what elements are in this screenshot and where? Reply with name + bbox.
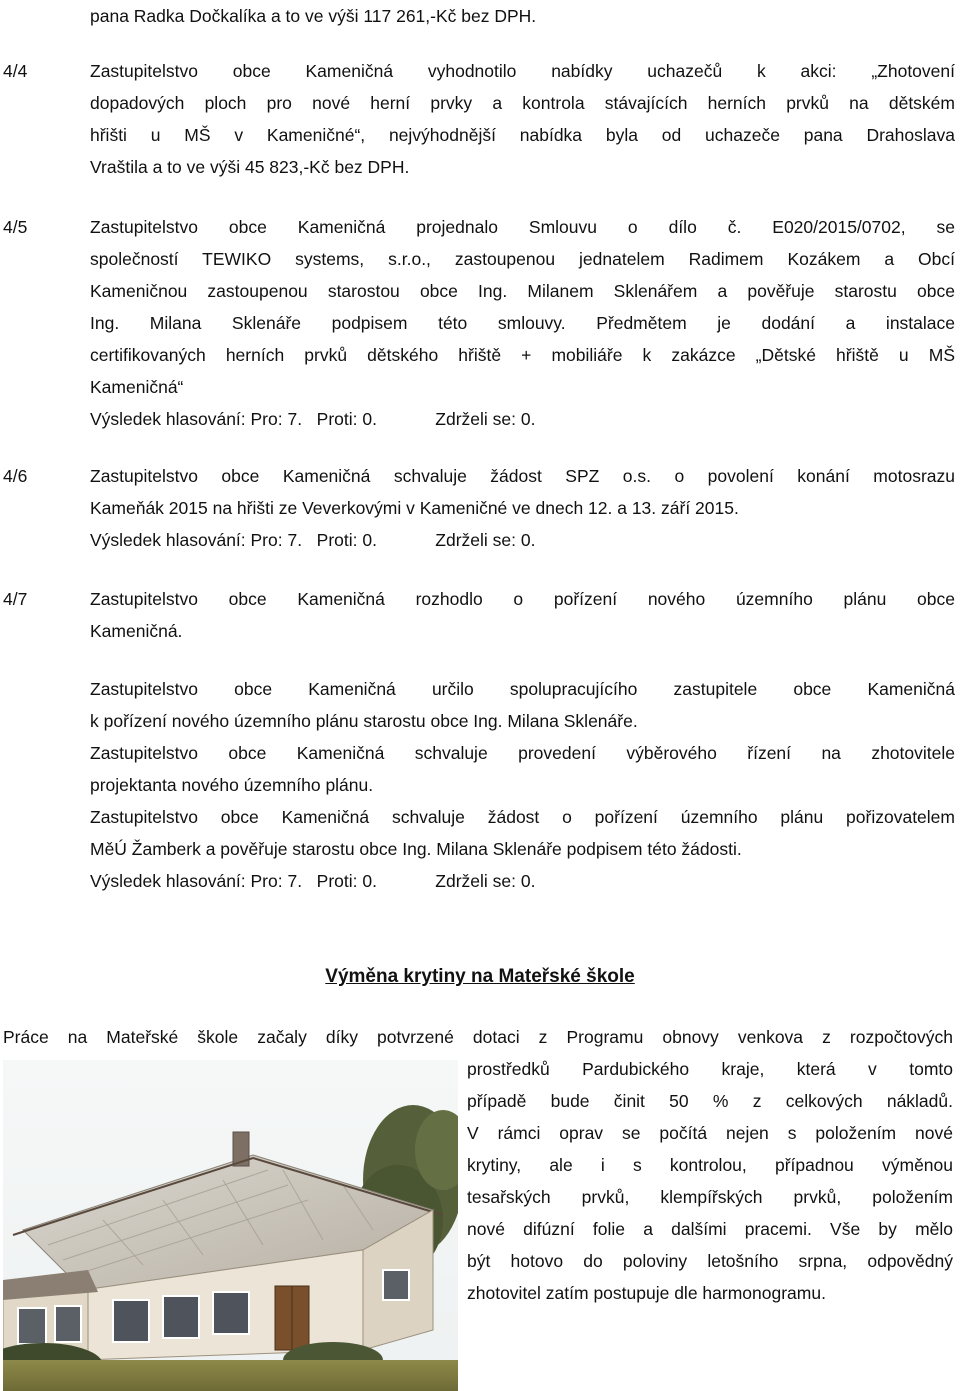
item-4-5-line: certifikovaných herních prvků dětského hřiště + mobiliáře k zakázce „Dětské hřiště u MŠ <box>90 345 955 365</box>
item-number-4-7: 4/7 <box>3 589 28 609</box>
item-4-6-line: Zastupitelstvo obce Kameničná schvaluje žádost SPZ o.s. o povolení konání motosrazu <box>90 466 955 486</box>
kindergarten-photo <box>3 1060 458 1391</box>
item-4-5-line: Ing. Milana Sklenáře podpisem této smlouvy. Předmětem je dodání a instalace <box>90 313 955 333</box>
item-4-7-paragraph-line: Zastupitelstvo obce Kameničná schvaluje žádost o pořízení územního plánu pořizovatelem <box>90 807 955 827</box>
article-heading: Výměna krytiny na Mateřské škole <box>325 966 635 987</box>
article-text-line: nové difúzní folie a dalšími pracemi. Vše by mělo <box>467 1219 953 1239</box>
item-4-4-line: hřišti u MŠ v Kameničné“, nejvýhodnější nabídka byla od uchazeče pana Drahoslava <box>90 125 955 145</box>
item-4-7-line: Zastupitelstvo obce Kameničná rozhodlo o pořízení nového územního plánu obce <box>90 589 955 609</box>
article-text-line: tesařských prvků, klempířských prvků, položením <box>467 1187 953 1207</box>
continuation-line: pana Radka Dočkalíka a to ve výši 117 261,-Kč bez DPH. <box>90 6 537 26</box>
item-4-5-line: Kameničná“ <box>90 377 184 397</box>
item-number-4-6: 4/6 <box>3 466 28 486</box>
article-text-line: zhotovitel zatím postupuje dle harmonogramu. <box>467 1283 826 1303</box>
vote-result: Výsledek hlasování: Pro: 7. Proti: 0. Zdrželi se: 0. <box>90 871 536 891</box>
article-text-line: prostředků Pardubického kraje, která v tomto <box>467 1059 953 1079</box>
item-4-7-paragraph-line: k pořízení nového územního plánu starostu obce Ing. Milana Sklenáře. <box>90 711 638 731</box>
item-4-7-paragraph-line: projektanta nového územního plánu. <box>90 775 374 795</box>
item-number-4-5: 4/5 <box>3 217 28 237</box>
vote-result: Výsledek hlasování: Pro: 7. Proti: 0. Zdrželi se: 0. <box>90 530 536 550</box>
item-4-7-paragraph-line: MěÚ Žamberk a pověřuje starostu obce Ing. Milana Sklenáře podpisem této žádosti. <box>90 839 742 859</box>
item-4-4-line: dopadových ploch pro nové herní prvky a kontrola stávajících herních prvků na dětském <box>90 93 955 113</box>
item-4-6-line: Kameňák 2015 na hřišti ze Veverkovými v Kameničné ve dnech 12. a 13. září 2015. <box>90 498 739 518</box>
item-4-5-line: společností TEWIKO systems, s.r.o., zastoupenou jednatelem Radimem Kozákem a Obcí <box>90 249 955 269</box>
item-4-4-line: Vraštila a to ve výši 45 823,-Kč bez DPH. <box>90 157 410 177</box>
item-4-4-line: Zastupitelstvo obce Kameničná vyhodnotilo nabídky uchazečů k akci: „Zhotovení <box>90 61 955 81</box>
vote-result: Výsledek hlasování: Pro: 7. Proti: 0. Zdrželi se: 0. <box>90 409 536 429</box>
article-text-line: V rámci oprav se počítá nejen s položením nové <box>467 1123 953 1143</box>
article-first-line: Práce na Mateřské škole začaly díky potvrzené dotaci z Programu obnovy venkova z rozpočtových <box>3 1027 953 1047</box>
item-4-7-line: Kameničná. <box>90 621 183 641</box>
item-number-4-4: 4/4 <box>3 61 28 81</box>
item-4-7-paragraph-line: Zastupitelstvo obce Kameničná určilo spolupracujícího zastupitele obce Kameničná <box>90 679 955 699</box>
article-text-line: být hotovo do poloviny letošního srpna, odpovědný <box>467 1251 953 1271</box>
item-4-5-line: Zastupitelstvo obce Kameničná projednalo Smlouvu o dílo č. E020/2015/0702, se <box>90 217 955 237</box>
article-text-line: krytiny, ale i s kontrolou, případnou výměnou <box>467 1155 953 1175</box>
item-4-7-paragraph-line: Zastupitelstvo obce Kameničná schvaluje provedení výběrového řízení na zhotovitele <box>90 743 955 763</box>
article-text-line: případě bude činit 50 % z celkových nákladů. <box>467 1091 953 1111</box>
item-4-5-line: Kameničnou zastoupenou starostou obce Ing. Milanem Sklenářem a pověřuje starostu obce <box>90 281 955 301</box>
